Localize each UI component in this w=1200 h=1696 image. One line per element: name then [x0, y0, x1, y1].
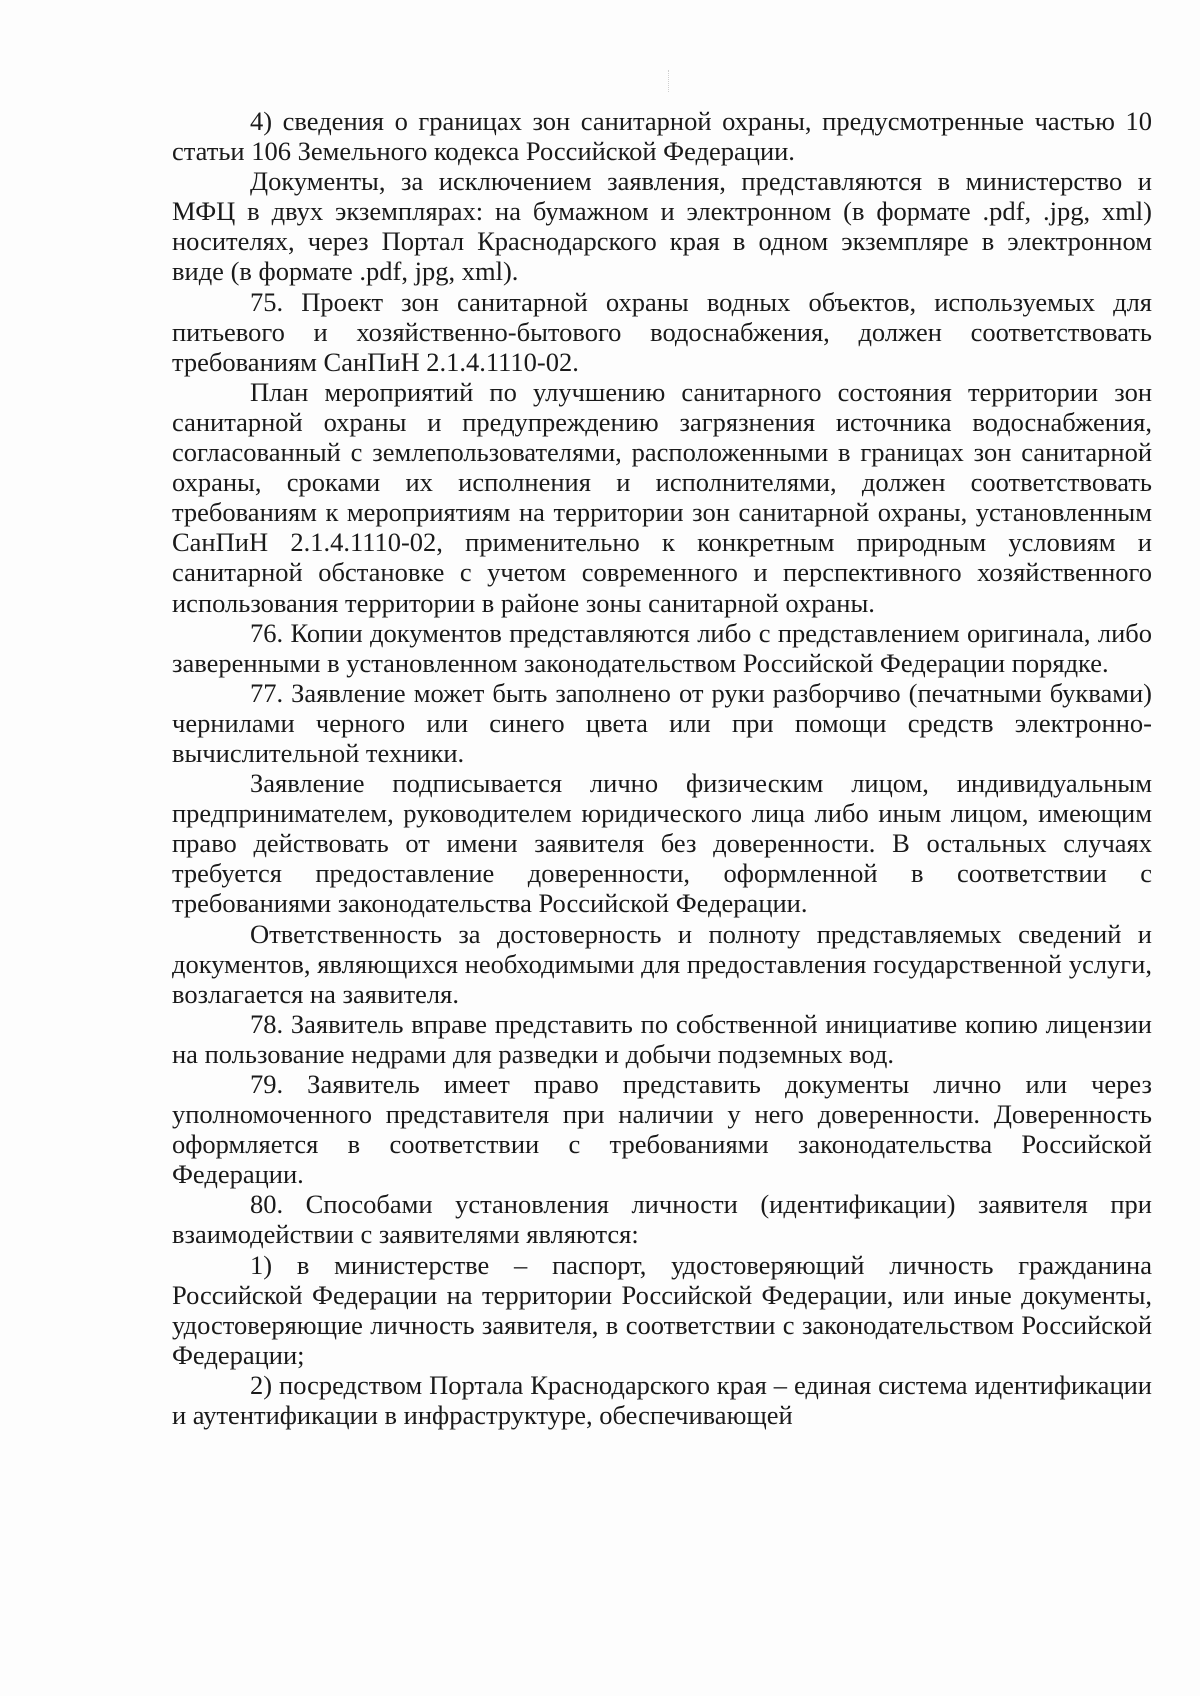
- paragraph-79: 79. Заявитель имеет право представить документы лично или через уполномоченного представителя при наличии у него доверенности. Доверенность оформляется в соответствии с требованиями законодательства Российской Федерации.: [172, 1069, 1152, 1190]
- paragraph-78: 78. Заявитель вправе представить по собственной инициативе копию лицензии на пользование недрами для разведки и добычи подземных вод.: [172, 1008, 1152, 1069]
- page-mark: [668, 70, 679, 92]
- paragraph-responsibility: Ответственность за достоверность и полноту представляемых сведений и документов, являющихся необходимыми для предоставления государственной услуги, возлагается на заявителя.: [172, 918, 1152, 1009]
- paragraph-sanitary-zone-boundaries: 4) сведения о границах зон санитарной охраны, предусмотренные частью 10 статьи 106 Земельного кодекса Российской Федерации.: [172, 106, 1152, 167]
- paragraph-75: 75. Проект зон санитарной охраны водных объектов, используемых для питьевого и хозяйственно-бытового водоснабжения, должен соответствовать требованиям СанПиН 2.1.4.1110-02.: [172, 286, 1152, 377]
- paragraph-80: 80. Способами установления личности (идентификации) заявителя при взаимодействии с заявителями являются:: [172, 1189, 1152, 1250]
- paragraph-application-signing: Заявление подписывается лично физическим лицом, индивидуальным предпринимателем, руководителем юридического лица либо иным лицом, имеющим право действовать от имени заявителя без доверенности. В остальных случаях требуется предоставление доверенности, оформленной в соответствии с требованиями законодательства Российской Федерации.: [172, 768, 1152, 919]
- paragraph-80-item-1: 1) в министерстве – паспорт, удостоверяющий личность гражданина Российской Федерации на территории Российской Федерации, или иные документы, удостоверяющие личность заявителя, в соответствии с законодательством Российской Федерации;: [172, 1249, 1152, 1370]
- paragraph-sanitary-plan: План мероприятий по улучшению санитарного состояния территории зон санитарной охраны и предупреждению загрязнения источника водоснабжения, согласованный с землепользователями, расположенными в границах зон санитарной охраны, сроками их исполнения и исполнителями, должен соответствовать требованиям к мероприятиям на территории зон санитарной охраны, установленным СанПиН 2.1.4.1110-02, применительно к конкретным природным условиям и санитарной обстановке с учетом современного и перспективного хозяйственного использования территории в районе зоны санитарной охраны.: [172, 376, 1152, 618]
- paragraph-80-item-2: 2) посредством Портала Краснодарского края – единая система идентификации и аутентификации в инфраструктуре, обеспечивающей: [172, 1369, 1152, 1431]
- paragraph-documents-submission: Документы, за исключением заявления, представляются в министерство и МФЦ в двух экземплярах: на бумажном и электронном (в формате .pdf, .jpg, xml) носителях, через Портал Краснодарского края в одном экземпляре в электронном виде (в формате .pdf, jpg, xml).: [172, 166, 1152, 287]
- paragraph-76: 76. Копии документов представляются либо с представлением оригинала, либо заверенными в установленном законодательством Российской Федерации порядке.: [172, 617, 1152, 678]
- document-body: [172, 106, 1152, 1430]
- paragraph-77: 77. Заявление может быть заполнено от руки разборчиво (печатными буквами) чернилами черного или синего цвета или при помощи средств электронно-вычислительной техники.: [172, 677, 1152, 768]
